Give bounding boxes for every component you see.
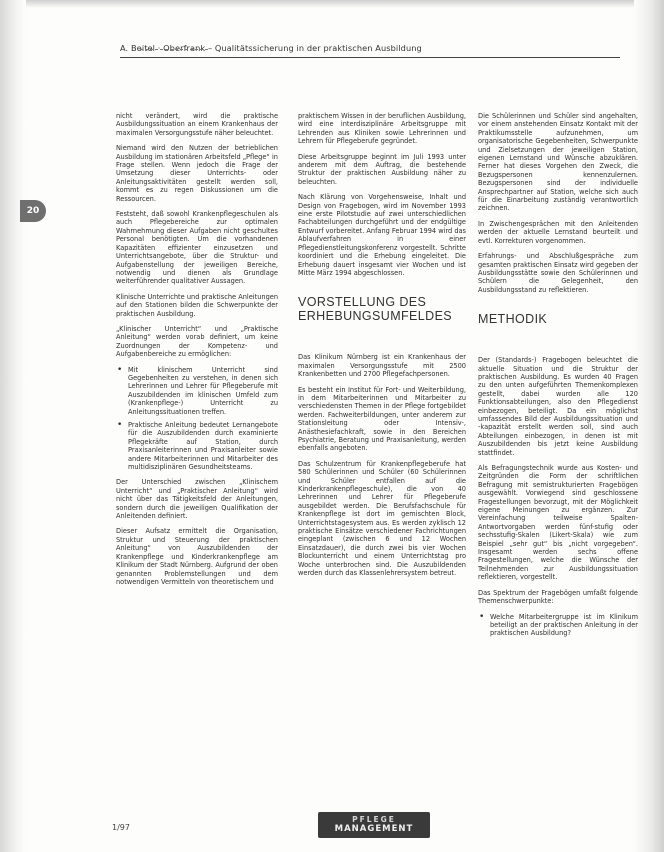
paragraph: Feststeht, daß sowohl Krankenpflegeschulen als auch Pflegebereiche zur optimalen Wahrnehmung dieser Aufgaben nicht geschultes Personal benötigten. Um die vorhandenen Kapazitäten effizienter einzusetzen und Unterrichtsangebote, über die Struktur- und Aufgabenstellung der jeweiligen Bereiche, notwendig und dienen als Grundlage weiterführender qualitativer Aussagen. [116,210,278,286]
journal-logo [318,812,430,838]
paragraph: Erfahrungs- und Abschlußgespräche zum gesamten praktischen Einsatz wird gegeben der Ausbildungsstätte sowie den Schülerinnen und Schülern die Gelegenheit, den Ausbildungsstand zu reflektieren. [478,252,638,294]
scan-shadow-left [0,0,26,852]
paragraph: praktischem Wissen in der beruflichen Ausbildung, wird eine interdisziplinäre Arbeitsgruppe mit Lehrenden aus Kliniken sowie Lehrerinnen und Lehrern für Pflegeberufe gegründet. [298,112,466,146]
section-heading: METHODIK [478,312,548,327]
paragraph: Niemand wird den Nutzen der betrieblichen Ausbildung im stationären Arbeitsfeld „Pflege“ in Frage stellen. Wenn jedoch die Frage der Umsetzung dieser Unterrichts- oder Anleitungsaktivitäten gestellt werden soll, kommt es zu regen Diskussionen um die Ressourcen. [116,144,278,203]
paragraph: Das Klinikum Nürnberg ist ein Krankenhaus der maximalen Versorgungsstufe mit 2500 Krankenbetten und 2700 Pflegefachpersonen. [298,353,466,379]
list-item: • Mit klinischem Unterricht sind Gegebenheiten zu verstehen, in denen sich Lehrerinnen und Lehrer für Pflegeberufe mit Auszubildenden im klinischen Umfeld zum (Krankenpflege-) Unterricht zu Anleitungssituationen treffen. [116,366,278,416]
paragraph: Der Unterschied zwischen „Klinischem Unterricht“ und „Praktischer Anleitung“ wird nicht über das Tätigkeitsfeld der Anleitungen, sondern durch die jeweiligen Qualifikation der Anleitenden definiert. [116,478,278,521]
header-dash-line [140,49,208,50]
text-column-2 [298,112,466,584]
logo-text-bottom: MANAGEMENT [334,824,414,834]
paragraph: In Zwischengesprächen mit den Anleitenden werden der aktuelle Lernstand beurteilt und evtl. Korrekturen vorgenommen. [478,219,638,245]
paragraph: nicht verändert, wird die praktische Ausbildungssituation an einem Krankenhaus der maximalen Versorgungsstufe näher beleuchtet. [116,112,278,137]
paragraph: „Klinischer Unterricht“ und „Praktische Anleitung“ werden vorab definiert, um keine Zuordnungen der Kompetenz- und Aufgabenbereiche zu ermöglichen: [116,324,278,359]
paragraph: Klinische Unterrichte und praktische Anleitungen auf den Stationen bilden die Schwerpunkte der praktischen Ausbildung. [116,292,278,318]
bullet-list [116,366,278,472]
header-rule [120,57,620,58]
text-column-3 [478,112,638,645]
logo-text-top: PFLEGE [352,815,396,824]
paragraph: Das Schulzentrum für Krankenpflegeberufe hat 580 Schülerinnen und Schüler (60 Schülerinnen und Schüler entfallen auf die Kinderkrankenpflegeschule), die von 40 Lehrerinnen und Lehrer für Pflegeberufe ausgebildet werden. Die Berufsfachschule für Krankenpflege ist dort im gemischten Block, Unterrichtstagesystem aus. Es werden zyklisch 12 praktische Einsätze verschiedener Fachrichtungen eingeplant (zwischen 6 und 12 Wochen Einsatzdauer), die durch zwei bis vier Wochen Blockunterricht und einem Unterrichtstag pro Woche unterbrochen sind. Die Auszubildenden werden durch das Klassenlehrersystem betreut. [298,459,466,578]
bullet-list [478,613,638,638]
scan-shadow-right [634,0,664,852]
paragraph: Nach Klärung von Vorgehensweise, Inhalt und Design von Fragebogen, wird im November 1993 eine erste Pilotstudie auf zwei unterschiedlichen Fachabteilungen durchgeführt und der endgültige Entwurf vorbereitet. Anfang Februar 1994 wird das Ablaufverfahren in einer Pflegedienstleitungskonferenz vorgestellt. Schritte koordiniert und die Erhebung eingeleitet. Die Erhebung dauert insgesamt vier Wochen und ist Mitte März 1994 abgeschlossen. [298,193,466,277]
paragraph: Die Schülerinnen und Schüler sind angehalten, vor einem anstehenden Einsatz Kontakt mit der Praktikumsstelle aufzunehmen, um organisatorische Gegebenheiten, Schwerpunkte und Zielsetzungen der jeweiligen Station, eigenen Lernstand und Wünsche abzuklären. Ferner hat dieses Vorgehen den Zweck, die Bezugspersonen kennenzulernen. Bezugspersonen sind der individuelle Ansprechpartner auf Station, welche sich auch für die Einarbeitung zuständig verantwortlich zeichnen. [478,112,638,213]
text-column-1 [116,112,278,593]
paragraph: Es besteht ein Institut für Fort- und Weiterbildung, in dem Mitarbeiterinnen und Mitarbeiter zu verschiedensten Themen in der Pflege fortgebildet werden. Fachweiterbildungen, unter anderem zur Stationsleitung oder Intensiv-, Anästhesiefachkraft, sowie in den Bereichen Psychiatrie, Beratung und Praxisanleitung, werden ebenfalls angeboten. [298,385,466,453]
list-item: • Welche Mitarbeitergruppe ist im Klinikum beteiligt an der praktischen Anleitung in der praktischen Ausbildung? [478,613,638,638]
paragraph: Der (Standards-) Fragebogen beleuchtet die aktuelle Situation und die Struktur der praktischen Ausbildung. Es wurden 40 Fragen zu den unten aufgeführten Themenkomplexen gestellt, dabei wurden alle 120 Funktionsabteilungen, also den Pflegedienst einbezogen, beteiligt. Da ein möglichst umfassendes Bild der Ausbildungssituation und -kapazität erstellt werden soll, sind auch Abteilungen einbezogen, in denen ist mit Auszubildenden bis jetzt keine Ausbildung stattfindet. [478,356,638,457]
running-header: A. Beitel · Oberfrank – Qualitätssicherung in der praktischen Ausbildung [120,43,422,53]
paragraph: Diese Arbeitsgruppe beginnt im Juli 1993 unter anderem mit dem Auftrag, die bestehende Struktur der praktischen Ausbildung näher zu beleuchten. [298,152,466,186]
paragraph: Das Spektrum der Fragebögen umfaßt folgende Themenschwerpunkte: [478,588,638,606]
paragraph: Als Befragungstechnik wurde aus Kosten- und Zeitgründen die Form der schriftlichen Befragung mit semistrukturierten Fragebögen ausgewählt. Vorwiegend sind geschlossene Fragestellungen bevorzugt, mit der Möglichkeit eigene Meinungen zu ergänzen. Zur Vereinfachung teilweise Spalten-Antwortvorgaben werden fünf-stufig oder sechsstufig-Skalen (Likert-Skala) wie zum Beispiel „sehr gut“ bis „nicht vorgegeben“. Insgesamt werden sechs offene Fragestellungen, welche die Wünsche der Teilnehmenden zur Ausbildungssituation reflektieren, vorgestellt. [478,464,638,582]
page-number-tab: 20 [20,200,46,222]
paragraph: Dieser Aufsatz ermittelt die Organisation, Struktur und Steuerung der praktischen Anleitung“ von Auszubildenden der Krankenpflege und Kinderkrankenpflege am Klinikum der Stadt Nürnberg. Aufgrund der oben genannten Problemstellungen und dem notwendigen Vermitteln von theoretischem und [116,527,278,586]
scan-shadow-top [0,0,664,8]
footer-page-number: 1/97 [112,823,130,832]
list-item: • Praktische Anleitung bedeutet Lernangebote für die Auszubildenden durch examinierte Pflegekräfte auf Station, durch Praxisanleiterinnen und Praxisanleiter sowie andere Mitarbeiterinnen und Mitarbeiter des multidisziplinären Gesundheitsteams. [116,421,278,471]
section-heading: VORSTELLUNG DES ERHEBUNGSUMFELDES [298,295,453,324]
